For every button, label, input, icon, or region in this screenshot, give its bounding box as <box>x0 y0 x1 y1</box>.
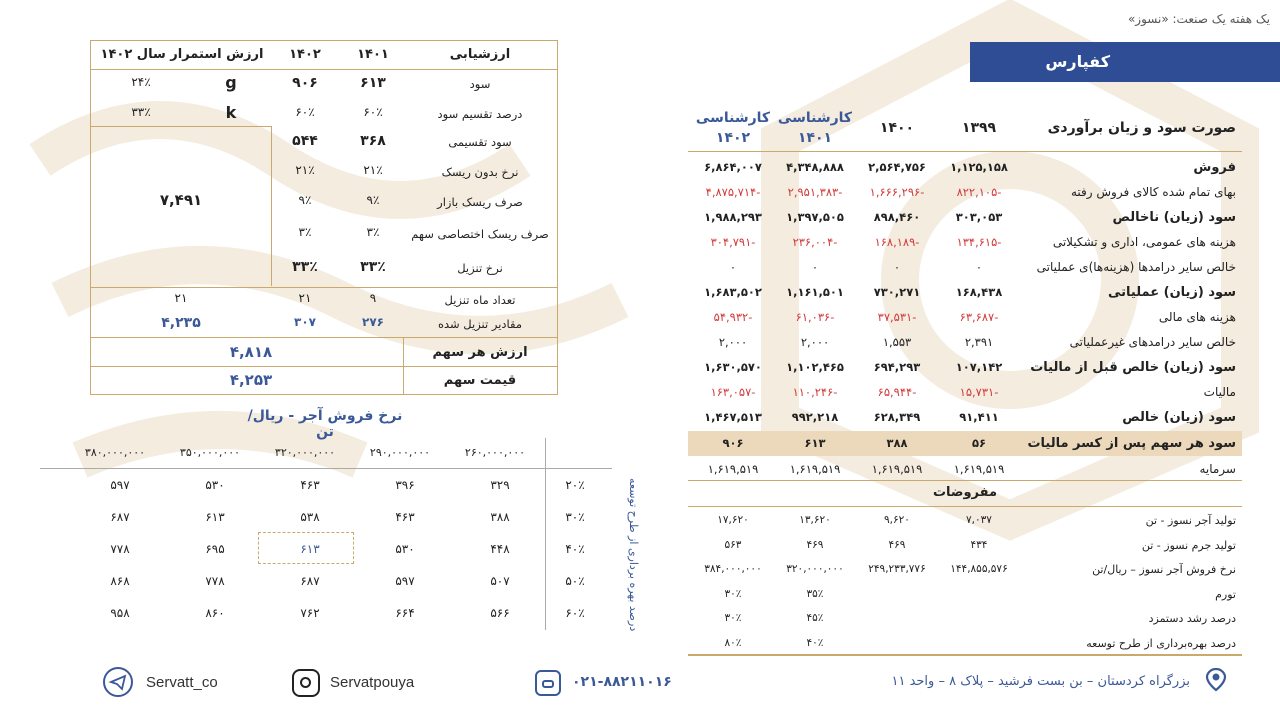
income-row-label: سود (زیان) عملیاتی <box>1107 285 1236 300</box>
utilization-row-header: ۶۰٪ <box>565 606 585 620</box>
assumption-label: تورم <box>1215 587 1236 601</box>
assumption-row <box>688 582 1242 607</box>
income-cell: -۲۳۶,۰۰۴ <box>792 235 838 249</box>
income-cell: -۸۲۲,۱۰۵ <box>956 185 1002 199</box>
valuation-row-label: تعداد ماه تنزیل <box>444 293 516 307</box>
sensitivity-cell: ۷۷۸ <box>110 542 130 556</box>
valuation-cell-1402: ۲۱ <box>298 291 312 305</box>
income-cell: -۵۴,۹۳۲ <box>713 310 753 324</box>
utilization-row-header: ۲۰٪ <box>565 478 585 492</box>
valuation-cell-1401: ۳٪ <box>366 225 380 239</box>
share-value-label: ارزش هر سهم <box>432 345 528 360</box>
income-cell: ۷۳۰,۲۷۱ <box>873 285 921 299</box>
valuation-cell-1401: ۲۱٪ <box>363 163 383 177</box>
valuation-cell-1402: ۲۱٪ <box>295 163 315 177</box>
utilization-row-header: ۵۰٪ <box>565 574 585 588</box>
income-cell: ۵۶ <box>971 436 987 450</box>
valuation-cell-1401: ۲۷۶ <box>362 315 384 329</box>
valuation-symbol: g <box>225 73 237 92</box>
income-row-label: سود (زیان) ناخالص <box>1112 210 1236 225</box>
address: بزرگراه کردستان – بن بست فرشید – پلاک ۸ – واحد ۱۱ <box>891 674 1190 689</box>
income-cell: -۶۱,۰۳۶ <box>795 310 835 324</box>
income-row-label: سود (زیان) خالص قبل از مالیات <box>1030 360 1236 375</box>
valuation-cell-1402: ۳۳٪ <box>292 259 318 275</box>
assumptions-title: مفروضات <box>932 485 998 500</box>
income-row <box>688 155 1242 180</box>
terminal-value: ۷,۴۹۱ <box>159 191 203 209</box>
report-series-title: یک هفته یک صنعت: «نسوز» <box>1127 12 1270 26</box>
income-row <box>688 230 1242 255</box>
income-cell: ۰ <box>729 260 737 274</box>
income-cell: ۱,۴۶۷,۵۱۳ <box>704 410 762 424</box>
assumption-label: درصد بهره‌برداری از طرح توسعه <box>1086 636 1236 650</box>
instagram-handle[interactable]: Servatpouya <box>330 674 415 691</box>
valuation-row-label: صرف ریسک اختصاصی سهم <box>411 227 549 241</box>
divider <box>688 506 1242 507</box>
assumption-cell: ۳۸۴,۰۰۰,۰۰۰ <box>704 563 762 575</box>
income-row <box>688 457 1242 482</box>
sensitivity-cell: ۸۶۰ <box>205 606 225 620</box>
price-column-header: ۳۵۰,۰۰۰,۰۰۰ <box>179 446 241 459</box>
income-row-label: هزینه های عمومی، اداری و تشکیلاتی <box>1052 235 1236 249</box>
price-column-header: ۳۸۰,۰۰۰,۰۰۰ <box>84 446 146 459</box>
sensitivity-cell: ۹۵۸ <box>110 606 130 620</box>
income-cell: ۱,۶۳۰,۵۷۰ <box>704 360 762 374</box>
income-cell: ۶۱۳ <box>804 436 826 450</box>
valuation-cell-terminal: ۴,۲۳۵ <box>161 315 201 331</box>
income-row <box>688 280 1242 305</box>
price-column-header: ۲۹۰,۰۰۰,۰۰۰ <box>369 446 431 459</box>
divider <box>688 480 1242 481</box>
valuation-cell-1402: ۳۰۷ <box>294 315 316 329</box>
income-table-title: صورت سود و زیان برآوردی <box>1047 120 1236 136</box>
income-cell: -۴,۸۷۵,۷۱۴ <box>705 185 761 199</box>
price-column-header: ۳۲۰,۰۰۰,۰۰۰ <box>274 446 336 459</box>
company-name-banner <box>970 42 1280 82</box>
sensitivity-cell: ۶۸۷ <box>110 510 130 524</box>
valuation-row-label: سود <box>469 77 491 91</box>
assumption-cell: ۴۰٪ <box>806 636 824 649</box>
valuation-cell-1401: ۳۳٪ <box>360 259 386 275</box>
assumption-cell: ۵۶۳ <box>724 538 742 551</box>
sensitivity-cell: ۶۱۳ <box>300 542 320 556</box>
income-cell: -۶۳,۶۸۷ <box>959 310 999 324</box>
income-cell: ۱,۳۹۷,۵۰۵ <box>786 210 844 224</box>
valuation-table <box>90 40 558 395</box>
sensitivity-cell: ۴۶۳ <box>300 478 320 492</box>
assumption-cell: ۳۲۰,۰۰۰,۰۰۰ <box>786 563 844 575</box>
sensitivity-cell: ۶۱۳ <box>205 510 225 524</box>
sensitivity-cell: ۵۹۷ <box>110 478 130 492</box>
price-column-header: ۲۶۰,۰۰۰,۰۰۰ <box>464 446 526 459</box>
company-name: کفپارس <box>1045 52 1110 71</box>
sensitivity-cell: ۵۳۸ <box>300 510 320 524</box>
income-cell: ۶۹۴,۲۹۳ <box>873 360 921 374</box>
income-cell: ۶۲۸,۳۴۹ <box>873 410 921 424</box>
assumption-cell: ۴۵٪ <box>806 612 824 624</box>
year-header-1402: کارشناسی ۱۴۰۲ <box>695 110 771 146</box>
sensitivity-cell: ۷۶۲ <box>300 606 320 620</box>
income-row <box>688 180 1242 205</box>
sensitivity-cell: ۵۳۰ <box>205 478 225 492</box>
valuation-row-label: صرف ریسک بازار <box>437 195 523 209</box>
income-cell: ۲,۳۹۱ <box>964 335 994 349</box>
income-row-label: مالیات <box>1203 385 1236 399</box>
income-cell: ۱,۱۰۲,۴۶۵ <box>786 360 844 374</box>
assumption-cell: ۱۴۴,۸۵۵,۵۷۶ <box>950 563 1008 575</box>
income-row <box>688 330 1242 355</box>
income-cell: -۳۷,۵۳۱ <box>877 310 917 324</box>
income-row <box>688 355 1242 380</box>
sensitivity-cell: ۵۰۷ <box>490 574 510 588</box>
income-cell: ۰ <box>893 260 901 274</box>
assumption-label: نرخ فروش آجر نسوز – ریال/تن <box>1092 563 1236 576</box>
income-cell: -۲,۹۵۱,۳۸۳ <box>787 185 843 199</box>
income-cell: ۱,۶۱۹,۵۱۹ <box>871 462 923 476</box>
income-cell: ۱,۱۶۱,۵۰۱ <box>786 285 844 299</box>
assumption-cell: ۳۰٪ <box>724 587 742 600</box>
sensitivity-cell: ۵۹۷ <box>395 574 415 588</box>
income-cell: ۱,۶۱۹,۵۱۹ <box>953 462 1005 476</box>
income-cell: ۱۶۸,۴۳۸ <box>955 285 1003 299</box>
sensitivity-cell: ۷۷۸ <box>205 574 225 588</box>
valuation-cell-1402: ۹٪ <box>298 193 312 207</box>
share-price: ۴,۲۵۳ <box>229 371 273 389</box>
income-cell: ۱,۵۵۳ <box>882 335 912 349</box>
valuation-cell-1401: ۹ <box>369 291 377 305</box>
valuation-header: ۱۴۰۲ <box>289 47 321 62</box>
income-cell: -۱۶۳,۰۵۷ <box>710 385 756 399</box>
income-cell: ۰ <box>975 260 983 274</box>
assumption-cell: ۹,۶۲۰ <box>884 514 910 526</box>
income-row-label: سرمایه <box>1199 462 1236 476</box>
income-row-label: فروش <box>1193 160 1236 175</box>
income-row-label: بهای تمام شده کالای فروش رفته <box>1071 185 1236 199</box>
valuation-row-label: نرخ بدون ریسک <box>441 165 519 179</box>
income-cell: -۱,۶۶۶,۲۹۶ <box>869 185 925 199</box>
income-cell: -۳۰۴,۷۹۱ <box>710 235 756 249</box>
assumption-row <box>688 606 1242 631</box>
income-cell: ۴,۳۴۸,۸۸۸ <box>786 160 844 174</box>
valuation-header: ارزشیابی <box>449 47 511 62</box>
sensitivity-cell: ۶۸۷ <box>300 574 320 588</box>
assumption-row <box>688 508 1242 533</box>
assumption-label: تولید جرم نسوز - تن <box>1141 538 1236 552</box>
valuation-cell-1401: ۶۰٪ <box>363 105 383 119</box>
income-cell: ۹۰۶ <box>722 436 744 450</box>
sensitivity-side-label: درصد بهره برداری از طرح توسعه <box>627 478 640 632</box>
income-row-label: سود (زیان) خالص <box>1122 410 1236 425</box>
income-cell: ۲,۰۰۰ <box>800 335 830 349</box>
income-table-header <box>688 100 1242 152</box>
telegram-icon <box>103 667 133 697</box>
income-row <box>688 380 1242 405</box>
instagram-icon <box>292 669 320 697</box>
income-cell: -۶۵,۹۴۴ <box>877 385 917 399</box>
income-cell: -۱۵,۷۳۱ <box>959 385 999 399</box>
income-cell: ۹۹۲,۲۱۸ <box>791 410 839 424</box>
valuation-cell-1402: ۳٪ <box>298 225 312 239</box>
valuation-cell-1401: ۶۱۳ <box>360 75 386 91</box>
assumption-cell: ۱۷,۶۲۰ <box>717 514 749 526</box>
sensitivity-cell: ۶۹۵ <box>205 542 225 556</box>
income-row <box>688 305 1242 330</box>
income-row <box>688 405 1242 430</box>
assumption-row <box>688 557 1242 582</box>
sensitivity-cell: ۳۲۹ <box>490 478 510 492</box>
income-cell: -۱۶۸,۱۸۹ <box>874 235 920 249</box>
assumption-cell: ۴۶۹ <box>806 538 824 551</box>
income-cell: ۱,۱۲۵,۱۵۸ <box>950 160 1008 174</box>
assumption-cell: ۱۳,۶۲۰ <box>799 514 831 526</box>
income-row <box>688 205 1242 230</box>
assumption-cell: ۷,۰۳۷ <box>966 514 992 526</box>
assumption-label: درصد رشد دستمزد <box>1148 612 1236 625</box>
income-row-label: خالص سایر درامدها (هزینه‌ها)ی عملیاتی <box>1036 260 1236 274</box>
assumption-cell: ۴۶۹ <box>888 538 906 551</box>
assumption-cell: ۲۴۹,۲۳۳,۷۷۶ <box>868 563 926 575</box>
valuation-row-label: نرخ تنزیل <box>457 261 503 275</box>
telegram-handle[interactable]: Servatt_co <box>146 674 218 691</box>
assumption-cell: ۳۰٪ <box>724 612 742 624</box>
income-row-label: خالص سایر درامدهای غیرعملیاتی <box>1069 335 1236 349</box>
valuation-cell-1401: ۹٪ <box>366 193 380 207</box>
assumption-cell: ۸۰٪ <box>724 636 742 649</box>
sensitivity-title: نرخ فروش آجر - ریال/تن <box>247 408 403 440</box>
income-row <box>688 431 1242 456</box>
valuation-cell-terminal: ۲۱ <box>174 291 188 305</box>
valuation-symbol-value: ۲۴٪ <box>131 75 151 89</box>
sensitivity-cell: ۳۹۶ <box>395 478 415 492</box>
sensitivity-cell: ۵۳۰ <box>395 542 415 556</box>
income-cell: ۸۹۸,۴۶۰ <box>873 210 921 224</box>
income-cell: ۲,۵۶۴,۷۵۶ <box>868 160 926 174</box>
valuation-cell-1402: ۶۰٪ <box>295 105 315 119</box>
assumption-label: تولید آجر نسوز - تن <box>1145 514 1236 527</box>
utilization-row-header: ۳۰٪ <box>565 510 585 524</box>
income-cell: ۱۰۷,۱۴۲ <box>955 360 1003 374</box>
location-pin-icon <box>1202 666 1230 694</box>
valuation-symbol: k <box>225 103 237 122</box>
year-header-1401: کارشناسی ۱۴۰۱ <box>777 110 853 146</box>
phone-icon <box>535 670 561 696</box>
sensitivity-cell: ۶۶۴ <box>395 606 415 620</box>
valuation-row-label: درصد تقسیم سود <box>437 107 523 121</box>
assumption-cell: ۴۳۴ <box>970 538 988 551</box>
valuation-cell-1402: ۹۰۶ <box>292 75 318 91</box>
assumption-row <box>688 631 1242 656</box>
share-price-label: قیمت سهم <box>443 373 517 388</box>
income-cell: ۱,۶۸۳,۵۰۲ <box>704 285 762 299</box>
valuation-header: ارزش استمرار سال ۱۴۰۲ <box>100 47 264 62</box>
year-header-1399: ۱۳۹۹ <box>961 120 997 136</box>
sensitivity-cell: ۴۴۸ <box>490 542 510 556</box>
income-cell: ۹۱,۴۱۱ <box>959 410 999 424</box>
valuation-cell-1402: ۵۴۴ <box>292 133 318 149</box>
valuation-symbol-value: ۳۳٪ <box>131 105 151 119</box>
sensitivity-cell: ۸۶۸ <box>110 574 130 588</box>
valuation-header: ۱۴۰۱ <box>357 47 389 62</box>
income-cell: ۱,۹۸۸,۲۹۳ <box>704 210 762 224</box>
income-cell: -۱۳۴,۶۱۵ <box>956 235 1002 249</box>
income-cell: ۱,۶۱۹,۵۱۹ <box>789 462 841 476</box>
sensitivity-cell: ۴۶۳ <box>395 510 415 524</box>
year-header-1400: ۱۴۰۰ <box>879 120 915 136</box>
income-row-label: سود هر سهم پس از کسر مالیات <box>1027 436 1236 451</box>
income-row <box>688 255 1242 280</box>
income-cell: -۱۱۰,۲۴۶ <box>792 385 838 399</box>
sensitivity-cell: ۳۸۸ <box>490 510 510 524</box>
income-row-label: هزینه های مالی <box>1158 310 1236 324</box>
phone-number[interactable]: ۰۲۱-۸۸۲۱۱۰۱۶ <box>572 674 672 690</box>
income-cell: ۲,۰۰۰ <box>718 335 748 349</box>
valuation-row-label: مقادیر تنزیل شده <box>437 317 523 331</box>
assumption-cell: ۳۵٪ <box>806 587 824 600</box>
income-cell: ۳۸۸ <box>886 436 908 450</box>
income-cell: ۰ <box>811 260 819 274</box>
share-value: ۴,۸۱۸ <box>229 343 273 361</box>
assumption-row <box>688 533 1242 558</box>
valuation-row-label: سود تقسیمی <box>448 135 512 149</box>
utilization-row-header: ۴۰٪ <box>565 542 585 556</box>
sensitivity-cell: ۵۶۶ <box>490 606 510 620</box>
income-cell: ۱,۶۱۹,۵۱۹ <box>707 462 759 476</box>
valuation-cell-1401: ۳۶۸ <box>360 133 386 149</box>
income-cell: ۶,۸۶۴,۰۰۷ <box>704 160 762 174</box>
income-cell: ۳۰۳,۰۵۳ <box>955 210 1003 224</box>
